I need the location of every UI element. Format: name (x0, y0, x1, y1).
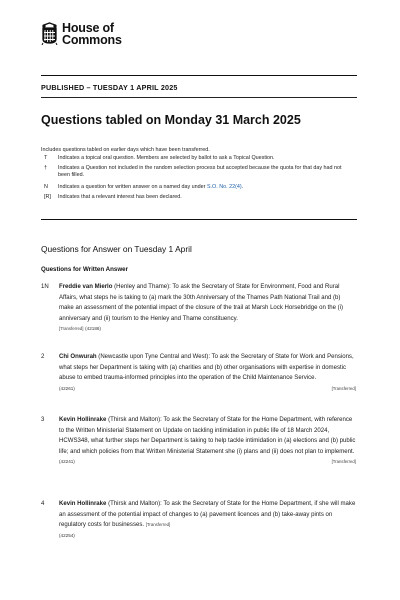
transferred-tag: [Transferred] (145, 522, 171, 527)
key-symbol: T (44, 155, 48, 161)
standing-order-link[interactable]: S.O. No. 22(4) (206, 184, 242, 190)
divider (41, 75, 357, 76)
question-meta (59, 457, 356, 468)
question-number: 3 (41, 417, 45, 423)
transferred-tag: [Transferred] (59, 326, 84, 331)
question-text: (Thirsk and Malton): To ask the Secretary of State for the Home Department, if she will make an assessment of the potential impact of changes to (a) pavement licences and (b) take-away pints on regulatory costs for businesses. (59, 501, 356, 528)
key-text: Indicates a Question not included in the random selection process but accepted because the quota for that day had not been filled. (58, 165, 342, 178)
divider (41, 219, 357, 220)
section-heading: Questions for Answer on Tuesday 1 April (41, 244, 192, 254)
question-reference: (42241) (59, 459, 75, 464)
key-text: Indicates a topical oral question. Members are selected by ballot to ask a Topical Question. (58, 155, 275, 161)
intro-text: Includes questions tabled on earlier days which have been transferred. (41, 147, 210, 153)
question-reference: (42186) (85, 326, 101, 331)
key-text-container (58, 184, 348, 191)
question-text: (Newcastle upon Tyne Central and West): To ask the Secretary of State for Work and Pensions, what steps her Department is taking with (a) charities and (b) other organisations with expertise in domestic abuse to embed trauma-informed principles into the operation of the Child Maintenance Service. (59, 354, 354, 381)
key-text: Indicates a question for written answer on a named day under (58, 184, 207, 190)
member-name: Chi Onwurah (59, 354, 97, 360)
question-meta (59, 324, 356, 335)
question-meta-left (59, 324, 101, 335)
published-date: PUBLISHED – TUESDAY 1 APRIL 2025 (41, 83, 178, 92)
question-body (59, 352, 356, 394)
page-title: Questions tabled on Monday 31 March 2025 (41, 113, 301, 127)
question-text: (Henley and Thame): To ask the Secretary of State for Environment, Food and Rural Affairs, what steps he is taking to (a) mark the 30th Anniversary of the Thames Path National Trail and (b) make an assessment of the potential impact of the closure of the trail at Marsh Lock Horsebridge on the (i) anniversary and (ii) tourism to the Henley and Thame constituency. (59, 284, 344, 322)
question-meta (59, 531, 356, 542)
divider (41, 97, 357, 98)
logo-line-2: Commons (62, 33, 122, 47)
house-of-commons-logo (41, 22, 122, 46)
member-name: Freddie van Mierlo (59, 284, 113, 290)
question-meta (59, 384, 356, 395)
question-body (59, 415, 356, 468)
question-number: 2 (41, 354, 45, 360)
member-name: Kevin Hollinrake (59, 417, 107, 423)
key-symbol: [R] (44, 194, 51, 200)
logo-line-1: House of (62, 21, 114, 35)
question-reference: (42254) (59, 532, 75, 538)
member-name: Kevin Hollinrake (59, 501, 107, 507)
transferred-tag: [Transferred] (331, 385, 356, 391)
question-text: (Thirsk and Malton): To ask the Secretary of State for the Home Department, with reference to the Written Ministerial Statement on Update on tackling intimidation in public life of 18 March 2024, HCWS348, what further steps her Department is taking to help tackle intimidation in (a) elections and (b) public life; and which policies from that Written Ministerial Statement she (i) plans and (ii) does not plan to implement. (59, 417, 356, 455)
key-symbol: N (44, 184, 48, 190)
portcullis-icon (41, 22, 58, 45)
question-body (59, 282, 356, 335)
question-reference: (42261) (59, 385, 75, 391)
transferred-tag: [Transferred] (331, 459, 356, 464)
question-number: 1N (41, 284, 49, 290)
question-number: 4 (41, 501, 45, 507)
question-body (59, 499, 356, 541)
subheading: Questions for Written Answer (41, 266, 128, 273)
key-text-suffix: . (241, 184, 244, 190)
key-symbol: † (44, 165, 47, 171)
key-text: Indicates that a relevant interest has been declared. (58, 194, 182, 200)
